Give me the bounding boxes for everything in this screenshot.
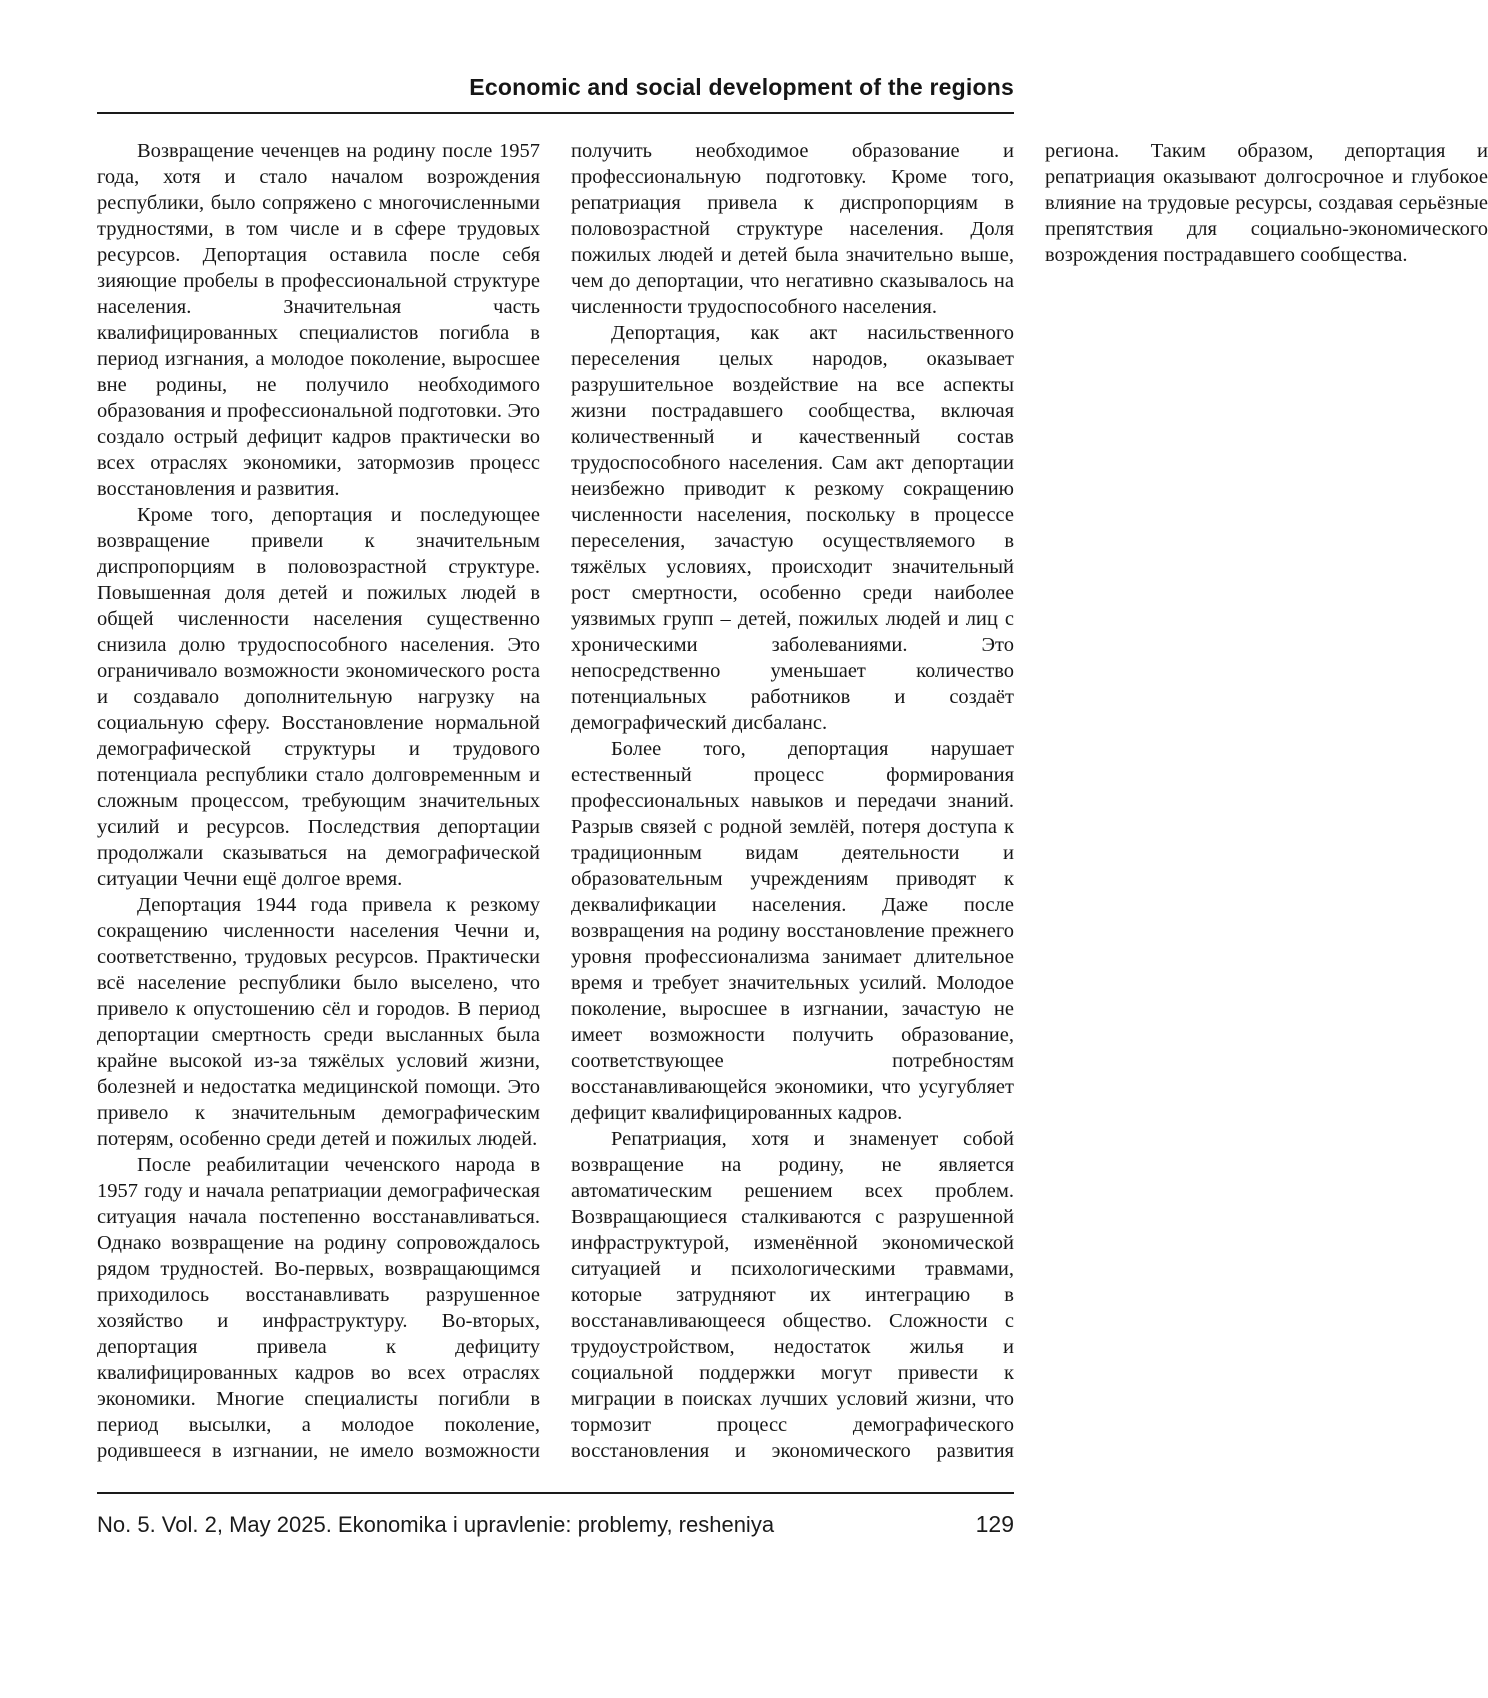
running-head-title: Economic and social development of the regions xyxy=(469,74,1014,100)
running-head xyxy=(97,74,1014,114)
article-paragraph-7: Репатриация, хотя и знаменует собой возвращение на родину, не является автоматическим решением всех проблем. Возвращающиеся сталкиваются с разрушенной инфраструктурой, изменённой экономической ситуацией и психологическими травмами, которые затрудняют их интеграцию в восстанавливающееся общество. Сложности с трудоустройством, недостаток жилья и социальной поддержки могут привести к миграции в поисках лучших условий жизни, что тормозит процесс демографического восстановления и экономического развития региона. Таким образом, депортация и репатриация оказывают долгосрочное и глубокое влияние на трудовые ресурсы, создавая серьёзные препятствия для социально-экономического возрождения пострадавшего сообщества. xyxy=(571,140,1488,1462)
article-paragraph-1: Возвращение чеченцев на родину после 1957 года, хотя и стало началом возрождения республики, было сопряжено с многочисленными трудностями, в том числе и в сфере трудовых ресурсов. Депортация оставила после себя зияющие пробелы в профессиональной структуре населения. Значительная часть квалифицированных специалистов погибла в период изгнания, а молодое поколение, выросшее вне родины, не получило необходимого образования и профессиональной подготовки. Это создало острый дефицит кадров практически во всех отраслях экономики, затормозив процесс восстановления и развития. xyxy=(97,140,540,500)
article-paragraph-4: После реабилитации чеченского народа в 1957 году и начала репатриации демографическая ситуация начала постепенно восстанавливаться. Однако возвращение на родину сопровождалось рядом трудностей. Во-первых, возвращающимся приходилось восстанавливать разрушенное хозяйство и инфраструктуру. Во-вторых, депортация привела к дефициту квалифицированных кадров во всех отраслях экономики. Многие специалисты погибли в период высылки, а молодое поколение, родившееся в изгнании, не имело возможности получить необходимое образование и профессиональную подготовку. Кроме того, репатриация привела к диспропорциям в половозрастной структуре населения. Доля пожилых людей и детей была значительно выше, чем до депортации, что негативно сказывалось на численности трудоспособного населения. xyxy=(97,140,1014,1462)
article-paragraph-2: Кроме того, депортация и последующее возвращение привели к значительным диспропорциям в половозрастной структуре. Повышенная доля детей и пожилых людей в общей численности населения существенно снизила долю трудоспособного населения. Это ограничивало возможности экономического роста и создавало дополнительную нагрузку на социальную сферу. Восстановление нормальной демографической структуры и трудового потенциала республики стало долговременным и сложным процессом, требующим значительных усилий и ресурсов. Последствия депортации продолжали сказываться на демографической ситуации Чечни ещё долгое время. xyxy=(97,504,540,890)
footer-page-number: 129 xyxy=(975,1511,1014,1537)
footer-issue-info: No. 5. Vol. 2, May 2025. Ekonomika i upravlenie: problemy, resheniya xyxy=(97,1512,775,1537)
article-paragraph-5: Депортация, как акт насильственного переселения целых народов, оказывает разрушительное воздействие на все аспекты жизни пострадавшего сообщества, включая количественный и качественный состав трудоспособного населения. Сам акт депортации неизбежно приводит к резкому сокращению численности населения, поскольку в процессе переселения, зачастую осуществляемого в тяжёлых условиях, происходит значительный рост смертности, особенно среди наиболее уязвимых групп – детей, пожилых людей и лиц с хроническими заболеваниями. Это непосредственно уменьшает количество потенциальных работников и создаёт демографический дисбаланс. xyxy=(571,322,1014,734)
page-footer xyxy=(97,1492,1014,1538)
article-paragraph-3: Депортация 1944 года привела к резкому сокращению численности населения Чечни и, соответственно, трудовых ресурсов. Практически всё население республики было выселено, что привело к опустошению сёл и городов. В период депортации смертность среди высланных была крайне высокой из-за тяжёлых условий жизни, болезней и недостатка медицинской помощи. Это привело к значительным демографическим потерям, особенно среди детей и пожилых людей. xyxy=(97,894,540,1150)
article-body xyxy=(97,138,1488,1464)
article-paragraph-6: Более того, депортация нарушает естественный процесс формирования профессиональных навыков и передачи знаний. Разрыв связей с родной землёй, потеря доступа к традиционным видам деятельности и образовательным учреждениям приводят к деквалификации населения. Даже после возвращения на родину восстановление прежнего уровня профессионализма занимает длительное время и требует значительных усилий. Молодое поколение, выросшее в изгнании, зачастую не имеет возможности получить образование, соответствующее потребностям восстанавливающейся экономики, что усугубляет дефицит квалифицированных кадров. xyxy=(571,738,1014,1124)
